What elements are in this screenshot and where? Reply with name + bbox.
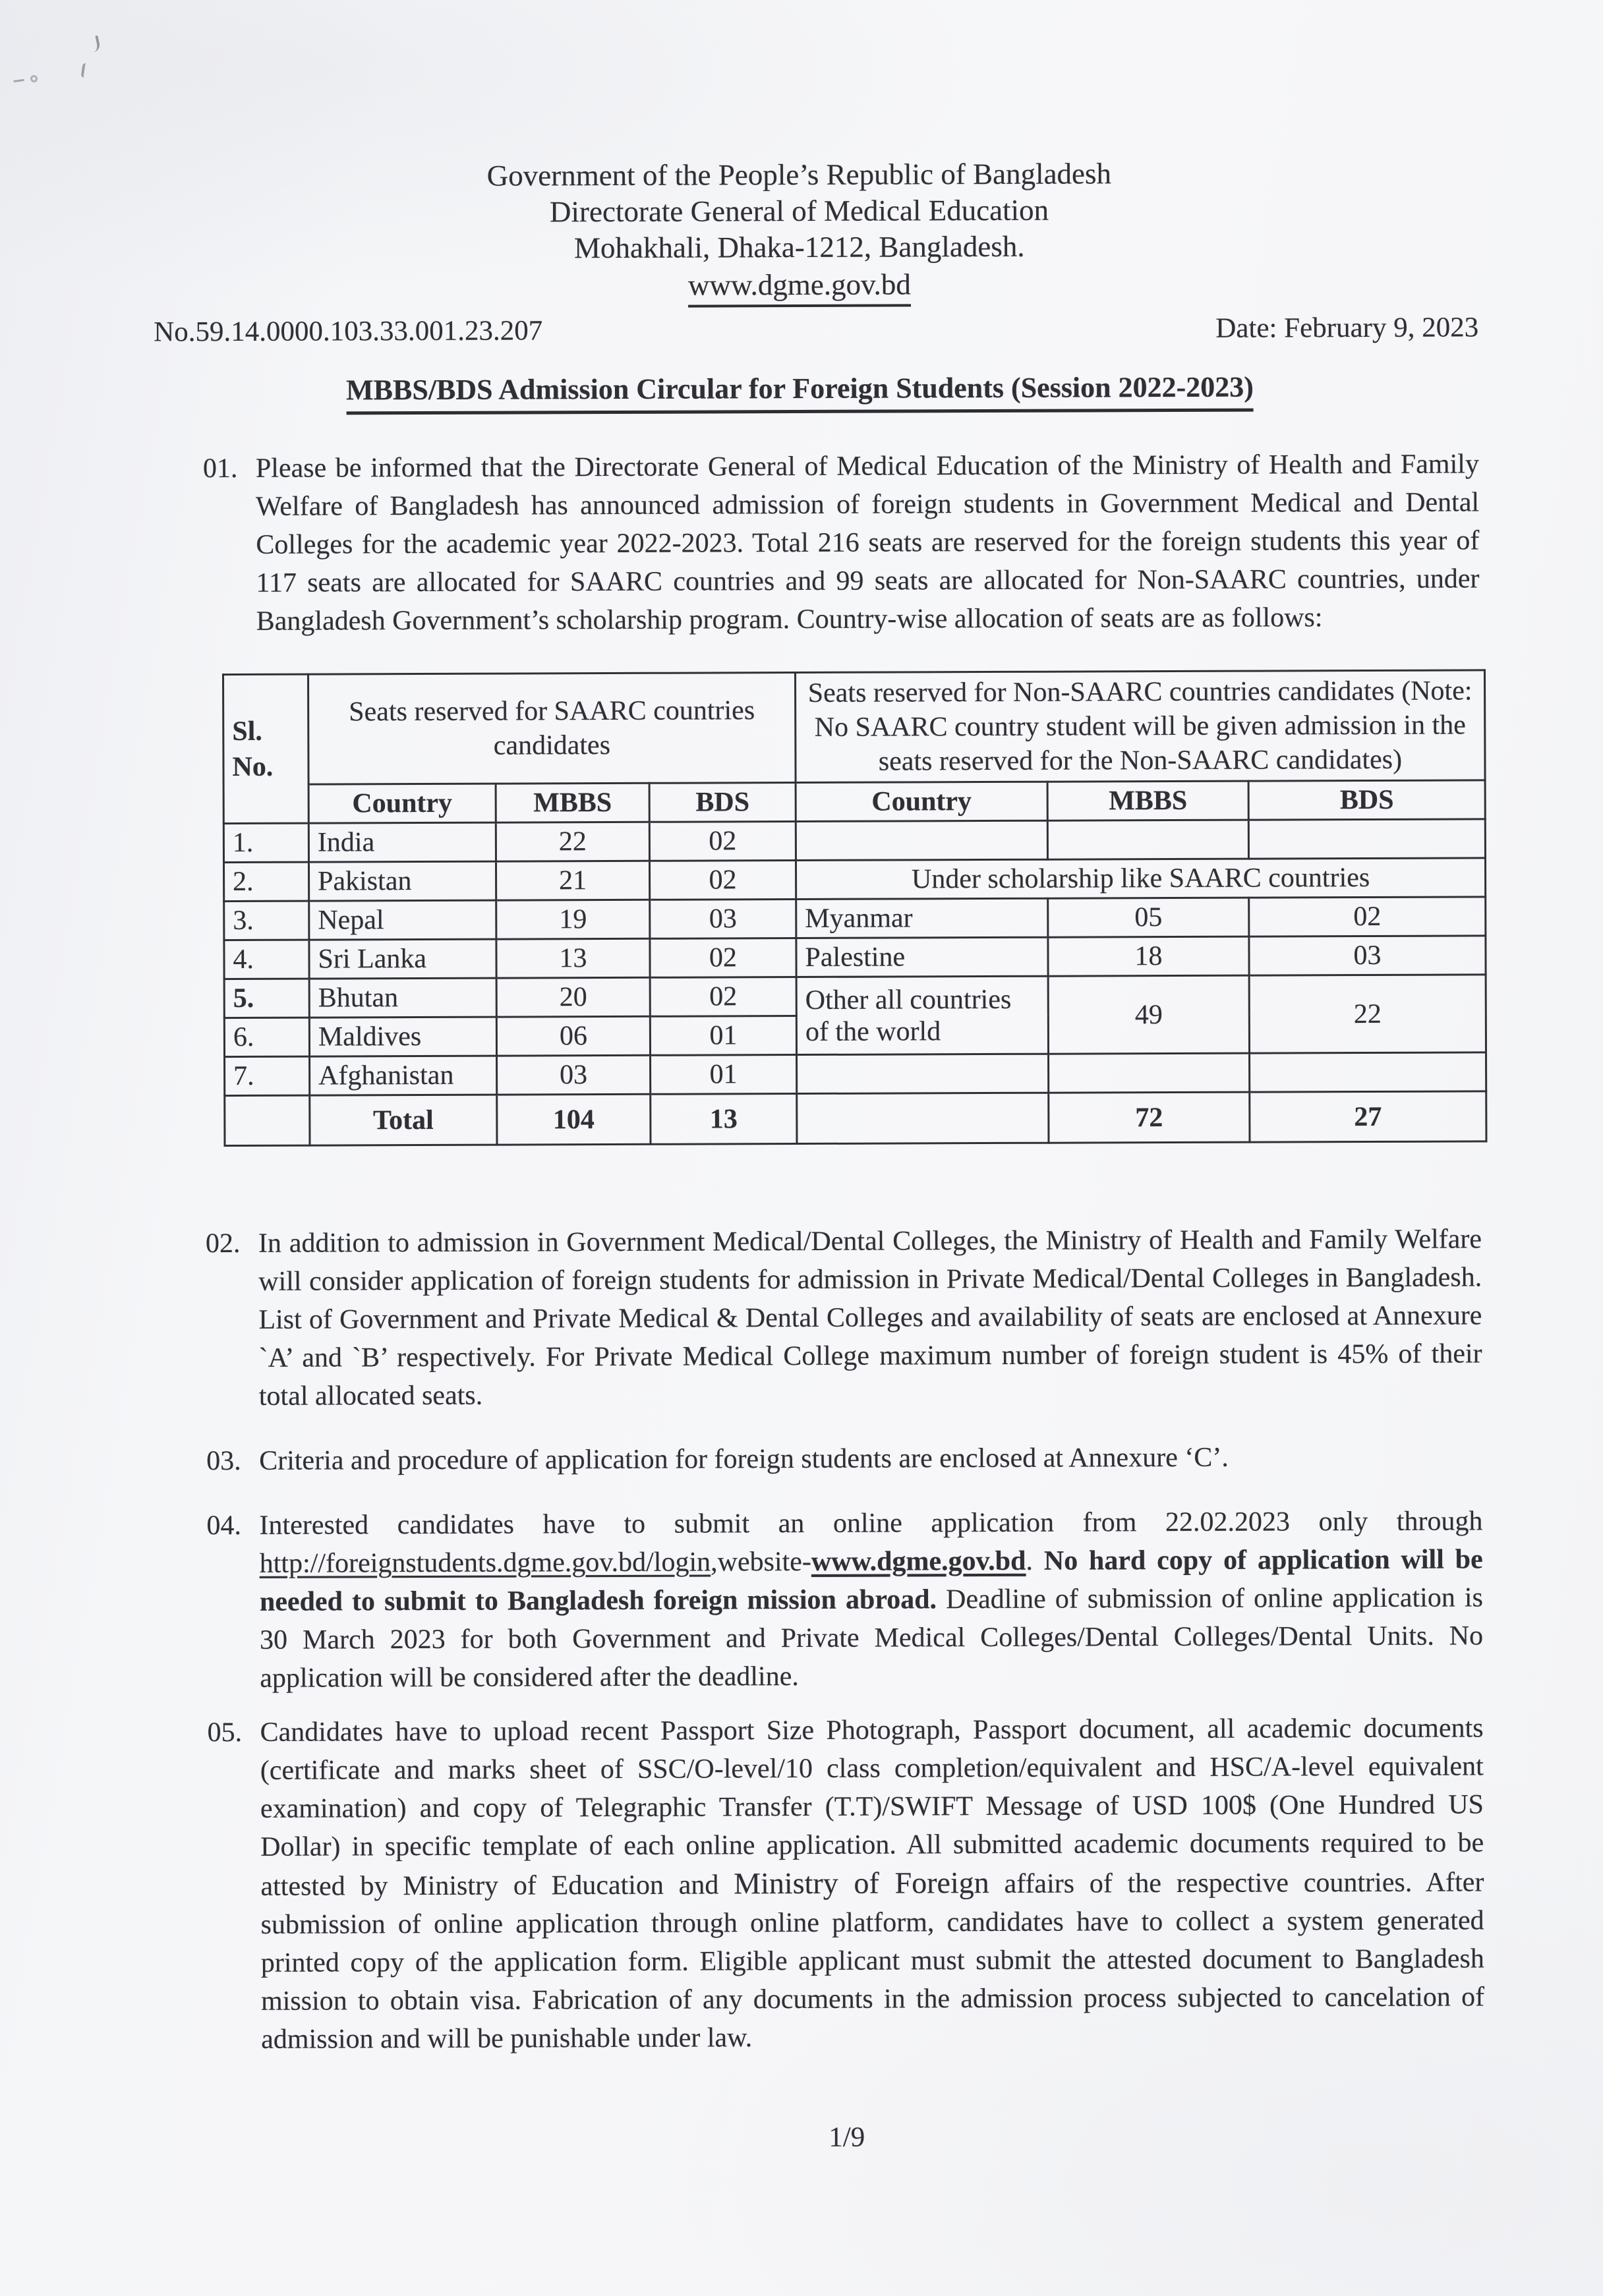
document-date: Date: February 9, 2023 — [1215, 312, 1479, 344]
website-link: www.dgme.gov.bd — [688, 266, 911, 307]
cell-sl: 7. — [225, 1056, 310, 1095]
table-row-total — [225, 1091, 1486, 1146]
cell-bds: 01 — [650, 1016, 796, 1056]
cell-total-saarc-bds: 13 — [651, 1094, 797, 1145]
paragraph-text — [260, 1709, 1485, 2058]
paragraph-text — [259, 1502, 1483, 1697]
cell-mbbs: 03 — [497, 1055, 651, 1095]
cell-empty — [797, 1054, 1049, 1093]
col-header-bds: BDS — [649, 783, 796, 822]
col-header-saarc: Seats reserved for SAARC countries candidates — [308, 673, 796, 785]
cell-country: Myanmar — [796, 898, 1048, 938]
table-row-pakistan — [223, 858, 1485, 902]
cell-bds: 02 — [1249, 897, 1486, 936]
application-url-text: http://foreignstudents.dgme.gov.bd/login — [259, 1547, 711, 1579]
cell-sl: 1. — [223, 823, 308, 862]
col-header-mbbs: MBBS — [496, 783, 649, 822]
cell-country: Maldives — [309, 1017, 496, 1056]
col-header-country: Country — [308, 784, 496, 823]
paragraph-05 — [208, 1709, 1485, 2059]
reference-row — [154, 310, 1478, 350]
cell-mbbs: 49 — [1048, 975, 1249, 1054]
website-line — [0, 264, 1601, 310]
paragraph-number: 03. — [206, 1445, 241, 1477]
cell-country: Afghanistan — [310, 1056, 497, 1095]
col-header-mbbs: MBBS — [1047, 781, 1248, 820]
col-header-country: Country — [796, 782, 1047, 821]
seats-allocation-table — [222, 669, 1488, 1147]
text-segment: . — [1026, 1545, 1044, 1576]
text-segment: affairs of the respective countries. After submission of online application through online platform, candidates have to collect a system generated printed copy of the application form. Eligible applicant must submit the attested document to Bangladesh mission to obtain visa. Fabrication of any documents in the admission process subjected to cancelation of admission and will be punishable under law. — [260, 1867, 1485, 2055]
cell-mbbs: 20 — [496, 977, 650, 1017]
cell-total-non-saarc-mbbs: 72 — [1049, 1092, 1250, 1143]
cell-country: Palestine — [796, 937, 1048, 977]
bold-notice-text: No hard copy of application will be needed to submit to Bangladesh foreign mission abroad. — [259, 1544, 1483, 1617]
text-segment: Ministry of Foreign — [734, 1866, 989, 1901]
cell-total-non-saarc-bds: 27 — [1250, 1091, 1486, 1142]
cell-sl: 3. — [224, 901, 309, 940]
org-dept-line: Directorate General of Medical Education — [549, 193, 1049, 229]
col-header-bds: BDS — [1248, 780, 1485, 820]
cell-mbbs: 13 — [496, 938, 650, 978]
cell-sl: 4. — [224, 940, 309, 979]
text-segment: Deadline of submission of online application is 30 March 2023 for both Government and Private Medical Colleges/Dental Colleges/Dental Units. No application will be considered after the deadline. — [260, 1582, 1484, 1694]
cell-empty — [797, 1093, 1049, 1143]
table-header-row — [223, 670, 1485, 785]
cell-bds: 03 — [650, 900, 796, 939]
table-row-india — [223, 819, 1485, 863]
cell-empty — [1047, 820, 1248, 859]
cell-country-other-world: Other all countries of the world — [796, 976, 1048, 1054]
paragraph-number: 02. — [205, 1228, 241, 1259]
text-segment: Candidates have to upload recent Passport Size Photograph, Passport document, all academic documents (certificate and marks sheet of SSC/O-level/10 class completion/equivalent and HSC/A-level equivalent examination) and copy of Telegraphic Transfer (T.T)/SWIFT Message of USD 100$ (One Hundred US Dollar) in specific template of each online application. All submitted academic documents required to be attested by Ministry of Education and — [260, 1713, 1484, 1902]
cell-mbbs: 19 — [496, 900, 650, 939]
cell-total-saarc-mbbs: 104 — [497, 1094, 651, 1145]
cell-country: India — [308, 822, 496, 862]
cell-empty — [1248, 819, 1485, 859]
paragraph-text: Please be informed that the Directorate General of Medical Education of the Ministry of Health and Family Welfare of Bangladesh has announced admission of foreign students in Government Medical and Dental Colleges for the academic year 2022-2023. Total 216 seats are reserved for the foreign students this year of 117 seats are allocated for SAARC countries and 99 seats are allocated for Non-SAARC countries, under Bangladesh Government’s scholarship program. Country-wise allocation of seats are as follows: — [255, 449, 1480, 637]
cell-mbbs: 18 — [1048, 936, 1249, 976]
cell-country: Sri Lanka — [309, 939, 496, 979]
cell-country: Nepal — [309, 900, 496, 940]
letterhead — [0, 0, 1601, 310]
cell-mbbs: 05 — [1048, 898, 1249, 937]
cell-bds: 02 — [650, 977, 796, 1017]
org-address-line: Mohakhali, Dhaka-1212, Bangladesh. — [573, 229, 1025, 265]
cell-country: Bhutan — [309, 978, 496, 1018]
col-header-sl-no: Sl. No. — [223, 674, 308, 823]
paragraph-number: 01. — [202, 453, 238, 484]
text-segment: Interested candidates have to submit an online application from 22.02.2023 only through — [259, 1506, 1483, 1541]
table-subheader-row — [223, 780, 1485, 824]
cell-total-label: Total — [310, 1095, 497, 1145]
cell-bds: 03 — [1249, 936, 1486, 975]
document-body — [203, 445, 1485, 2158]
paragraph-01 — [203, 445, 1480, 641]
cell-bds: 02 — [649, 822, 796, 861]
cell-bds: 01 — [651, 1055, 797, 1095]
cell-sl: 6. — [224, 1018, 309, 1056]
paragraph-03 — [206, 1437, 1482, 1480]
table-row-bhutan-others — [224, 975, 1486, 1018]
document-title: MBBS/BDS Admission Circular for Foreign Students (Session 2022-2023) — [0, 368, 1602, 416]
cell-scholarship-note: Under scholarship like SAARC countries — [796, 858, 1485, 900]
org-name-line: Government of the People’s Republic of Bangladesh — [486, 157, 1112, 192]
paragraph-number: 05. — [207, 1717, 243, 1748]
table-row-nepal-myanmar — [224, 897, 1486, 940]
paragraph-04 — [206, 1502, 1483, 1698]
paragraph-text: Criteria and procedure of application for foreign students are enclosed at Annexure ‘C’. — [259, 1442, 1229, 1476]
memo-number: No.59.14.0000.103.33.001.23.207 — [154, 315, 543, 348]
cell-bds: 02 — [650, 938, 796, 978]
cell-country: Pakistan — [308, 861, 496, 901]
page-number: 1/9 — [829, 2121, 865, 2153]
cell-empty — [225, 1095, 310, 1145]
cell-sl: 5. — [224, 979, 309, 1018]
table-row-afghanistan — [225, 1052, 1486, 1096]
col-header-non-saarc: Seats reserved for Non-SAARC countries candidates (Note: No SAARC country student will be given admission in the seats reserved for the Non-SAARC candidates) — [795, 670, 1485, 783]
cell-mbbs: 22 — [496, 822, 649, 861]
paragraph-number: 04. — [206, 1510, 242, 1541]
cell-empty — [796, 820, 1047, 860]
website-url-text: www.dgme.gov.bd — [811, 1545, 1026, 1577]
cell-empty — [1049, 1053, 1250, 1093]
paragraph-02 — [206, 1220, 1482, 1416]
cell-bds: 02 — [649, 861, 796, 900]
cell-sl: 2. — [223, 862, 308, 901]
paragraph-text: In addition to admission in Government Medical/Dental Colleges, the Ministry of Health and Family Welfare will consider application of foreign students for admission in Private Medical/Dental Colleges in Bangladesh. List of Government and Private Medical & Dental Colleges and availability of seats are enclosed at Annexure `A’ and `B’ respectively. For Private Medical College maximum number of foreign student is 45% of their total allocated seats. — [258, 1224, 1482, 1412]
cell-bds: 22 — [1249, 975, 1486, 1053]
text-segment: ,website- — [711, 1546, 811, 1578]
cell-mbbs: 06 — [496, 1016, 650, 1056]
cell-mbbs: 21 — [496, 861, 649, 900]
cell-empty — [1250, 1052, 1486, 1092]
table-row-srilanka-palestine — [224, 936, 1486, 979]
seats-table-wrap — [222, 669, 1481, 1147]
